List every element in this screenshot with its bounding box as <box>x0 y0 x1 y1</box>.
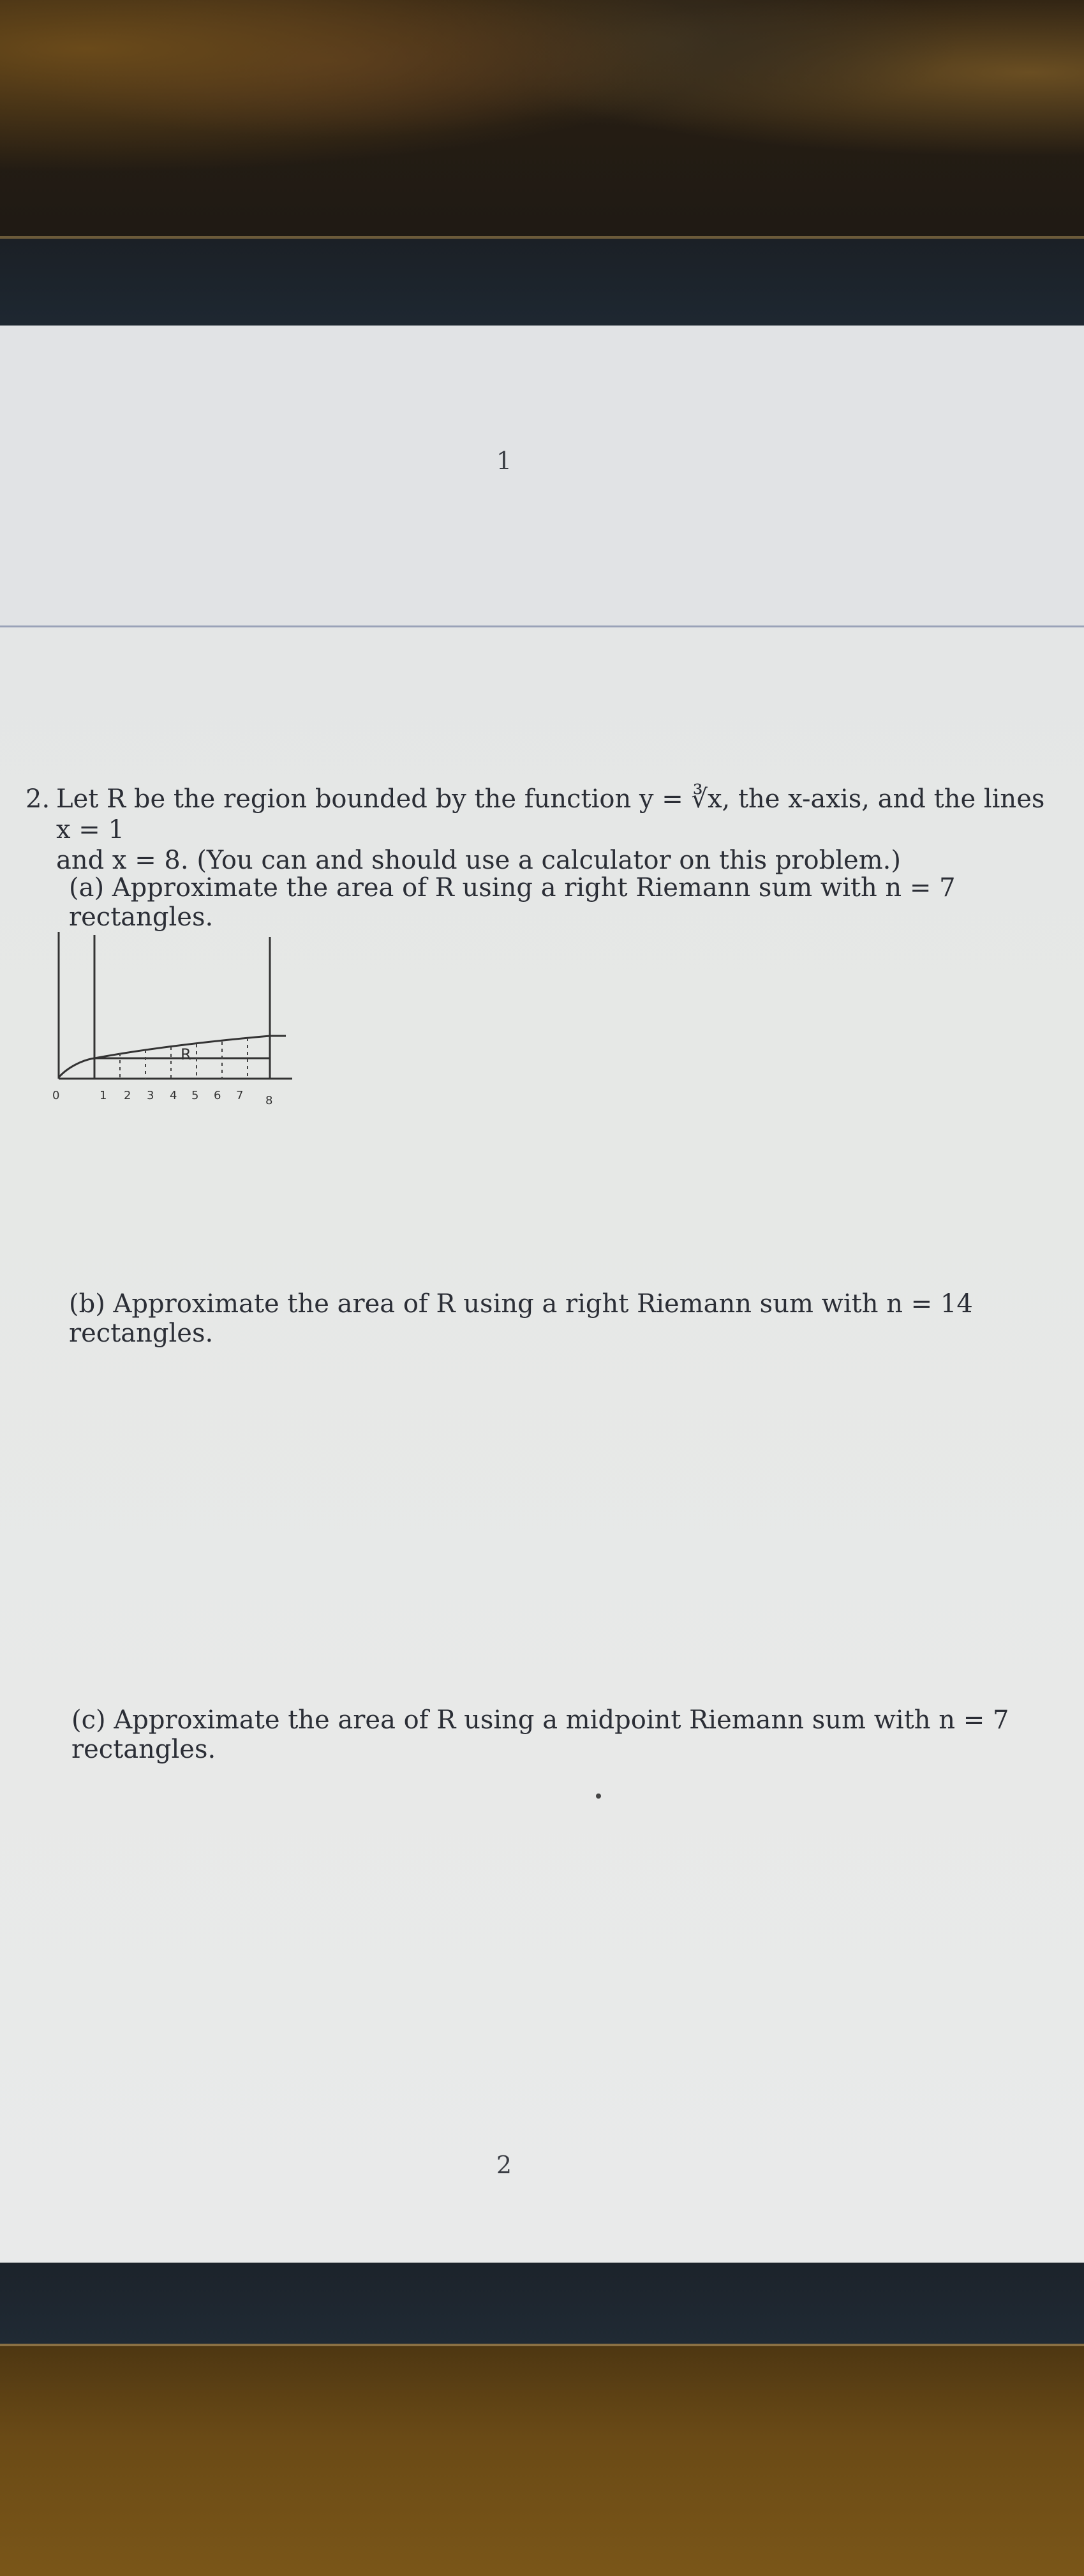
tick-label-5: 5 <box>191 1089 199 1102</box>
part-c: (c) Approximate the area of R using a midpoint Riemann sum with n = 7 rectangles. <box>71 1705 1009 1764</box>
tick-label-1: 1 <box>100 1089 107 1102</box>
curve-cube-root <box>59 1036 286 1077</box>
page-1-bottom <box>0 326 1084 625</box>
hand-sketch-graph <box>50 932 305 1111</box>
region-label: R <box>181 1045 191 1063</box>
tick-label-3: 3 <box>147 1089 154 1102</box>
part-a: (a) Approximate the area of R using a right Riemann sum with n = 7 rectangles. <box>69 873 956 932</box>
tick-label-4: 4 <box>170 1089 177 1102</box>
problem-number: 2. <box>26 784 50 814</box>
page-number-1: 1 <box>496 447 512 475</box>
tick-label-0: 0 <box>52 1089 60 1102</box>
problem-2 <box>26 784 1065 876</box>
monitor-bezel-top <box>0 236 1084 331</box>
screen <box>0 326 1084 2263</box>
part-b: (b) Approximate the area of R using a right Riemann sum with n = 14 rectangles. <box>69 1289 973 1348</box>
problem-text-line-2: and x = 8. (You can and should use a calculator on this problem.) <box>56 846 901 875</box>
background-photo <box>0 0 1084 243</box>
stray-mark <box>596 1793 601 1799</box>
monitor-bezel-bottom <box>0 2263 1084 2346</box>
page-separator <box>0 625 1084 627</box>
tick-label-2: 2 <box>124 1089 131 1102</box>
desk-surface <box>0 2344 1084 2576</box>
tick-label-8: 8 <box>265 1094 273 1107</box>
problem-text-line-1: Let R be the region bounded by the function y = ∛x, the x-axis, and the lines x = 1 <box>56 784 1045 844</box>
tick-label-6: 6 <box>214 1089 221 1102</box>
page-number-2: 2 <box>496 2151 512 2179</box>
tick-label-7: 7 <box>236 1089 244 1102</box>
